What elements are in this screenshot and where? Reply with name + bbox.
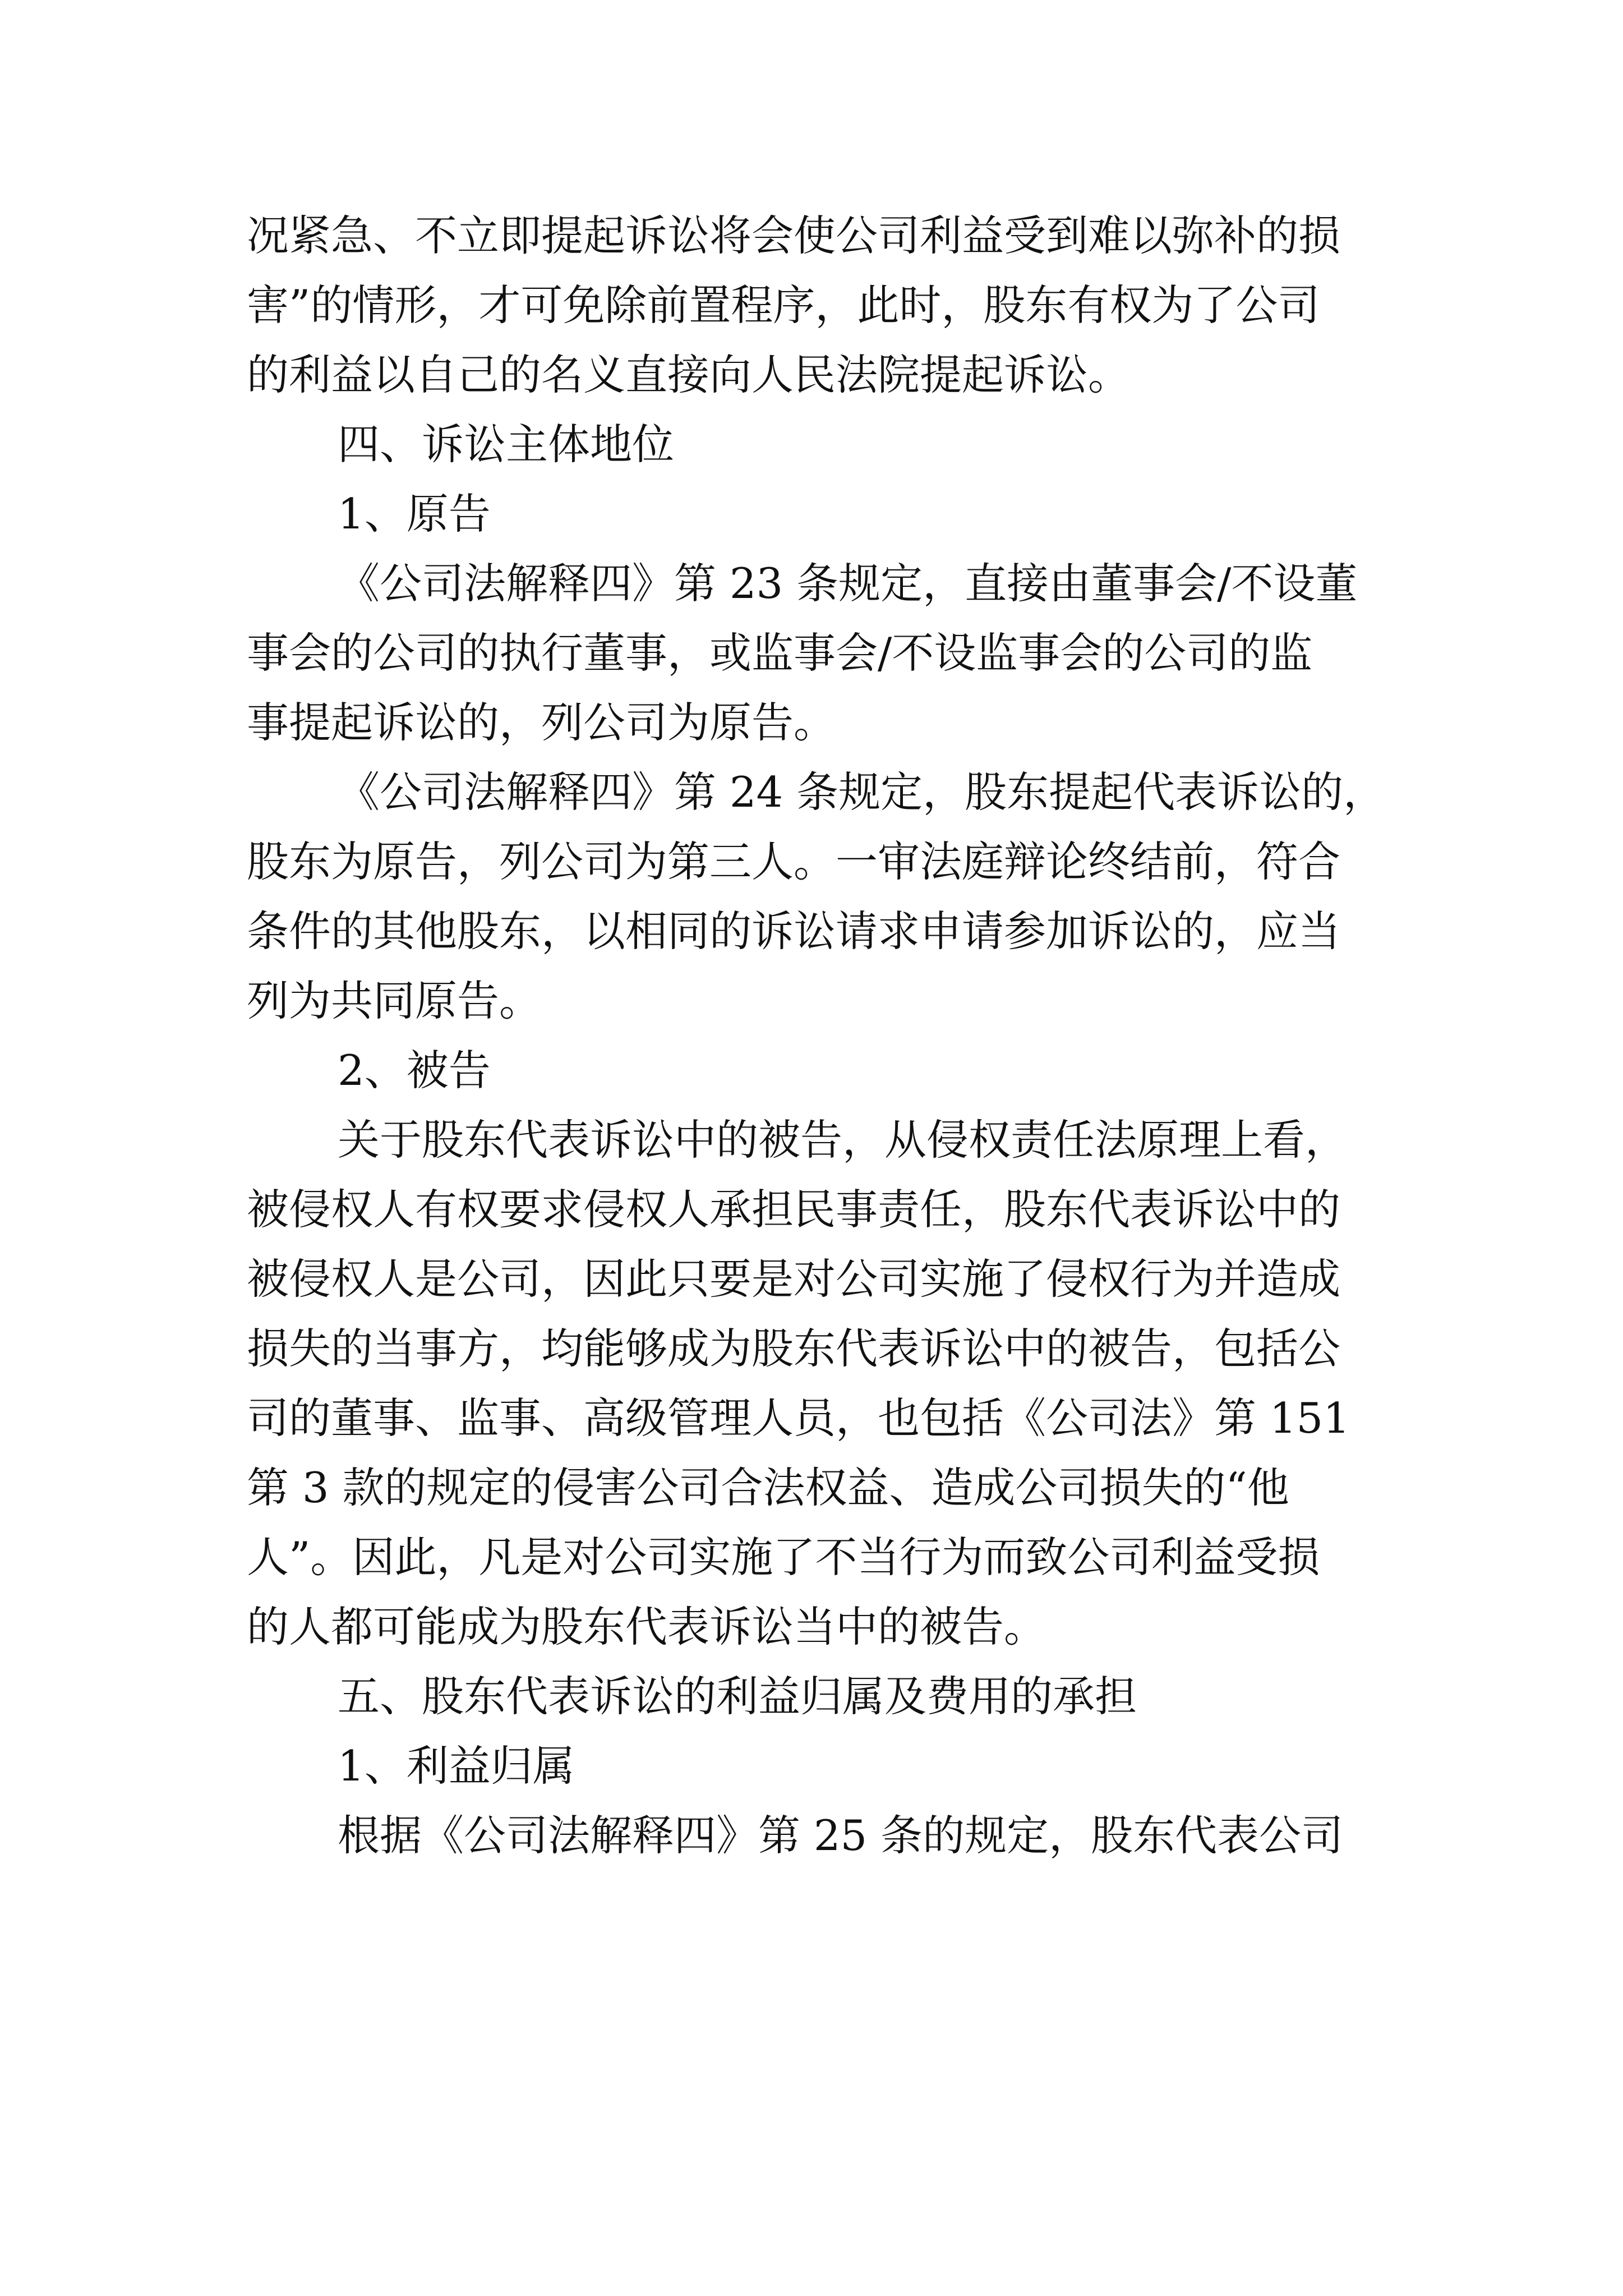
text-line: 《公司法解释四》第 24 条规定，股东提起代表诉讼的， <box>338 767 1386 817</box>
text-line: 第 3 款的规定的侵害公司合法权益、造成公司损失的“他 <box>247 1463 1289 1512</box>
document-body <box>247 201 1391 1870</box>
text-line: 被侵权人是公司，因此只要是对公司实施了侵权行为并造成 <box>247 1254 1341 1304</box>
text-line: 条件的其他股东，以相同的诉讼请求申请参加诉讼的，应当 <box>247 907 1341 956</box>
text-line: 《公司法解释四》第 23 条规定，直接由董事会/不设董 <box>338 559 1358 608</box>
text-line: 列为共同原告。 <box>247 976 542 1025</box>
text-line: 根据《公司法解释四》第 25 条的规定，股东代表公司 <box>338 1811 1344 1860</box>
subsection-heading: 1、利益归属 <box>338 1741 575 1791</box>
text-line: 况紧急、不立即提起诉讼将会使公司利益受到难以弥补的损 <box>247 211 1341 260</box>
text-line: 关于股东代表诉讼中的被告，从侵权责任法原理上看， <box>338 1115 1348 1165</box>
subsection-heading: 1、原告 <box>338 489 491 539</box>
text-line: 的人都可能成为股东代表诉讼当中的被告。 <box>247 1602 1046 1651</box>
text-line: 害”的情形，才可免除前置程序，此时，股东有权为了公司 <box>247 280 1320 330</box>
text-line: 司的董事、监事、高级管理人员，也包括《公司法》第 151 <box>247 1393 1350 1443</box>
text-line: 事提起诉讼的，列公司为原告。 <box>247 698 836 747</box>
subsection-heading: 2、被告 <box>338 1046 491 1095</box>
text-line: 的利益以自己的名义直接向人民法院提起诉讼。 <box>247 350 1131 399</box>
text-line: 人”。因此，凡是对公司实施了不当行为而致公司利益受损 <box>247 1533 1320 1582</box>
text-line: 被侵权人有权要求侵权人承担民事责任，股东代表诉讼中的 <box>247 1185 1341 1234</box>
text-line: 损失的当事方，均能够成为股东代表诉讼中的被告，包括公 <box>247 1324 1341 1373</box>
section-heading: 五、股东代表诉讼的利益归属及费用的承担 <box>338 1672 1137 1721</box>
section-heading: 四、诉讼主体地位 <box>338 420 675 469</box>
text-line: 事会的公司的执行董事，或监事会/不设监事会的公司的监 <box>247 628 1313 678</box>
text-line: 股东为原告，列公司为第三人。一审法庭辩论终结前，符合 <box>247 837 1341 886</box>
